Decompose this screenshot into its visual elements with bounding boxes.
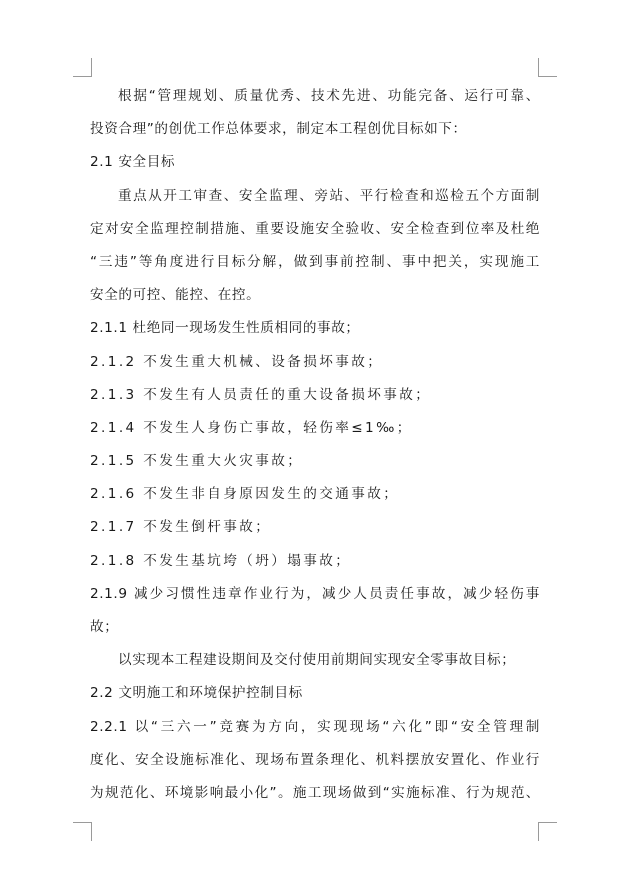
list-item: 2.1.9 减少习惯性违章作业行为，减少人员责任事故，减少轻伤事: [90, 585, 540, 602]
section-heading: 2.2 文明施工和环境保护控制目标: [90, 685, 303, 702]
paragraph-line: 以实现本工程建设期间及交付使用前期间实现安全零事故目标；: [118, 652, 516, 669]
page-corner-bottom-right: [538, 822, 557, 841]
paragraph-line: 安全的可控、能控、在控。: [90, 287, 261, 304]
list-item: 2.1.5 不发生重大火灾事故；: [90, 453, 304, 470]
list-item: 2.1.4 不发生人身伤亡事故，轻伤率≤1‰；: [90, 419, 413, 436]
paragraph-line: 度化、安全设施标准化、现场布置条理化、机料摆放安置化、作业行: [90, 751, 540, 768]
list-item: 2.1.1 杜绝同一现场发生性质相同的事故；: [90, 320, 360, 337]
paragraph-line: 为规范化、环境影响最小化”。施工现场做到“实施标准、行为规范、: [90, 784, 540, 801]
list-item: 2.1.2 不发生重大机械、设备损坏事故；: [90, 353, 384, 370]
list-item: 2.1.6 不发生非自身原因发生的交通事故；: [90, 486, 400, 503]
paragraph-line: 重点从开工审查、安全监理、旁站、平行检查和巡检五个方面制: [118, 187, 540, 204]
paragraph-line: 投资合理”的创优工作总体要求，制定本工程创优目标如下：: [90, 121, 467, 138]
section-heading: 2.1 安全目标: [90, 154, 176, 171]
page-corner-top-left: [73, 58, 92, 77]
paragraph-line: 2.2.1 以“三六一”竞赛为方向，实现现场“六化”即“安全管理制: [90, 718, 540, 735]
paragraph-line: 根据“管理规划、质量优秀、技术先进、功能完备、运行可靠、: [118, 88, 540, 104]
list-item: 2.1.7 不发生倒杆事故；: [90, 519, 272, 536]
page-corner-bottom-left: [73, 822, 92, 841]
document-body: [90, 80, 540, 810]
list-item-continuation: 故；: [90, 619, 119, 635]
page-corner-top-right: [538, 58, 557, 77]
paragraph-line: “三违”等角度进行目标分解，做到事前控制、事中把关，实现施工: [90, 253, 540, 270]
paragraph-line: 定对安全监理控制措施、重要设施安全验收、安全检查到位率及杜绝: [90, 220, 540, 237]
list-item: 2.1.3 不发生有人员责任的重大设备损坏事故；: [90, 386, 432, 403]
list-item: 2.1.8 不发生基坑垮（坍）塌事故；: [90, 552, 352, 569]
